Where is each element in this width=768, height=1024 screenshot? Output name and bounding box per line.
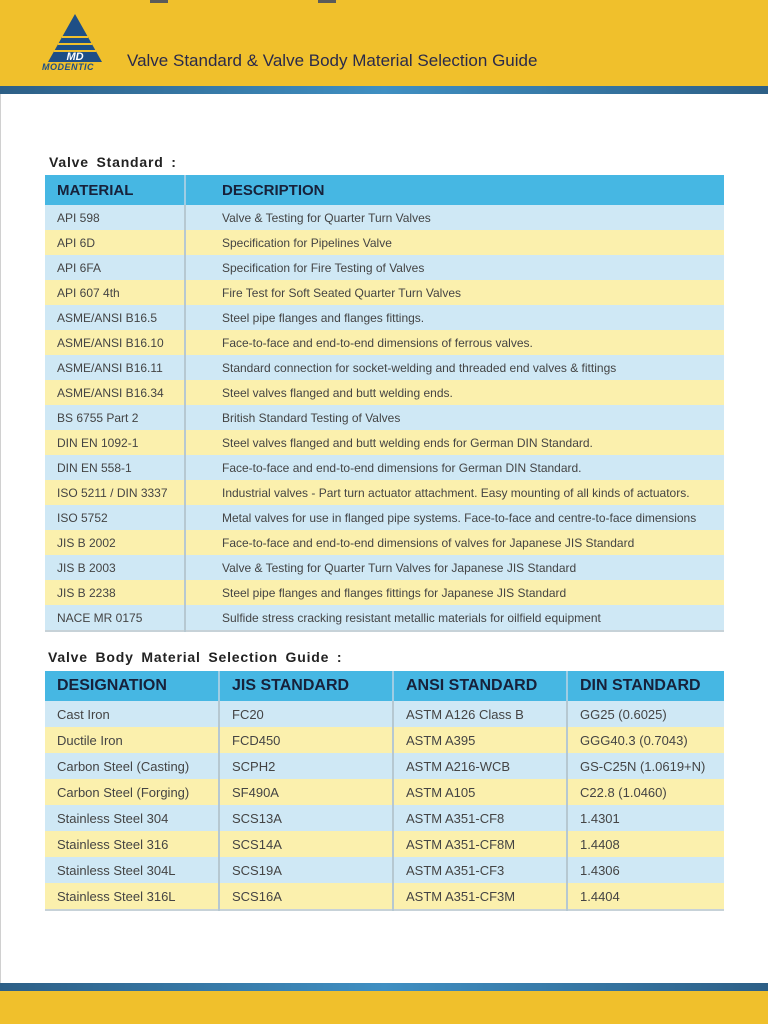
- table-row: [45, 580, 724, 605]
- table-row: [45, 430, 724, 455]
- table-cell: British Standard Testing of Valves: [185, 405, 724, 430]
- table-cell: Steel pipe flanges and flanges fittings for Japanese JIS Standard: [185, 580, 724, 605]
- table-cell: Stainless Steel 304L: [45, 857, 219, 883]
- table-cell: 1.4301: [567, 805, 724, 831]
- column-header-ansi-standard: ANSI STANDARD: [393, 671, 567, 701]
- table-cell: API 607 4th: [45, 280, 185, 305]
- table-cell: Industrial valves - Part turn actuator attachment. Easy mounting of all kinds of actuators.: [185, 480, 724, 505]
- table-cell: SCS13A: [219, 805, 393, 831]
- table-cell: ASTM A351-CF8: [393, 805, 567, 831]
- table-row: [45, 255, 724, 280]
- table-cell: JIS B 2003: [45, 555, 185, 580]
- table-cell: API 598: [45, 205, 185, 230]
- table-cell: Steel pipe flanges and flanges fittings.: [185, 305, 724, 330]
- header-stripe: [0, 86, 768, 94]
- table-cell: 1.4408: [567, 831, 724, 857]
- table-cell: Cast Iron: [45, 701, 219, 727]
- table-row: [45, 205, 724, 230]
- column-header-jis-standard: JIS STANDARD: [219, 671, 393, 701]
- table-row: [45, 380, 724, 405]
- table-cell: Face-to-face and end-to-end dimensions of ferrous valves.: [185, 330, 724, 355]
- table-cell: API 6FA: [45, 255, 185, 280]
- table-row: [45, 805, 724, 831]
- column-header-din-standard: DIN STANDARD: [567, 671, 724, 701]
- table-cell: ASME/ANSI B16.34: [45, 380, 185, 405]
- table-row: [45, 831, 724, 857]
- valve-standard-table: [45, 175, 724, 632]
- page-footer: [0, 991, 768, 1024]
- table-cell: SCS19A: [219, 857, 393, 883]
- table-cell: ASME/ANSI B16.10: [45, 330, 185, 355]
- table-cell: Stainless Steel 316: [45, 831, 219, 857]
- table-cell: Stainless Steel 316L: [45, 883, 219, 910]
- table-cell: Specification for Pipelines Valve: [185, 230, 724, 255]
- table-cell: FC20: [219, 701, 393, 727]
- table-row: [45, 355, 724, 380]
- table-cell: GS-C25N (1.0619+N): [567, 753, 724, 779]
- table-cell: ISO 5752: [45, 505, 185, 530]
- table-cell: DIN EN 558-1: [45, 455, 185, 480]
- table-row: [45, 779, 724, 805]
- column-header-material: MATERIAL: [45, 175, 185, 205]
- table-cell: Fire Test for Soft Seated Quarter Turn Valves: [185, 280, 724, 305]
- table-cell: Stainless Steel 304: [45, 805, 219, 831]
- table-row: [45, 857, 724, 883]
- table-cell: BS 6755 Part 2: [45, 405, 185, 430]
- table-cell: Sulfide stress cracking resistant metallic materials for oilfield equipment: [185, 605, 724, 631]
- table-row: [45, 505, 724, 530]
- table-row: [45, 605, 724, 631]
- table-cell: Face-to-face and end-to-end dimensions for German DIN Standard.: [185, 455, 724, 480]
- table-row: [45, 753, 724, 779]
- svg-text:MD: MD: [66, 51, 84, 63]
- table-cell: ASTM A351-CF3: [393, 857, 567, 883]
- table-cell: JIS B 2002: [45, 530, 185, 555]
- table-row: [45, 530, 724, 555]
- table-cell: SCS16A: [219, 883, 393, 910]
- page-header: [0, 0, 768, 86]
- table-cell: Valve & Testing for Quarter Turn Valves for Japanese JIS Standard: [185, 555, 724, 580]
- table-cell: JIS B 2238: [45, 580, 185, 605]
- table-cell: ASTM A351-CF3M: [393, 883, 567, 910]
- table-row: [45, 405, 724, 430]
- table-header-row: [45, 175, 724, 205]
- column-header-designation: DESIGNATION: [45, 671, 219, 701]
- table-cell: Metal valves for use in flanged pipe systems. Face-to-face and centre-to-face dimensions: [185, 505, 724, 530]
- table-row: [45, 555, 724, 580]
- table-cell: ASTM A126 Class B: [393, 701, 567, 727]
- table-cell: Specification for Fire Testing of Valves: [185, 255, 724, 280]
- table-cell: FCD450: [219, 727, 393, 753]
- column-header-description: DESCRIPTION: [185, 175, 724, 205]
- table-row: [45, 330, 724, 355]
- table-header-row: [45, 671, 724, 701]
- table-cell: Ductile Iron: [45, 727, 219, 753]
- table-row: [45, 305, 724, 330]
- table-cell: Standard connection for socket-welding and threaded end valves & fittings: [185, 355, 724, 380]
- table-cell: ASTM A105: [393, 779, 567, 805]
- table-cell: Carbon Steel (Casting): [45, 753, 219, 779]
- table-cell: GG25 (0.6025): [567, 701, 724, 727]
- top-tick-mark: [150, 0, 168, 3]
- valve-standard-title: Valve Standard :: [49, 154, 177, 170]
- table-cell: C22.8 (1.0460): [567, 779, 724, 805]
- table-row: [45, 701, 724, 727]
- table-cell: Carbon Steel (Forging): [45, 779, 219, 805]
- top-tick-mark: [318, 0, 336, 3]
- table-cell: ASTM A351-CF8M: [393, 831, 567, 857]
- page-title: Valve Standard & Valve Body Material Selection Guide: [127, 51, 538, 70]
- table-cell: Steel valves flanged and butt welding ends.: [185, 380, 724, 405]
- table-cell: 1.4404: [567, 883, 724, 910]
- table-cell: DIN EN 1092-1: [45, 430, 185, 455]
- table-row: [45, 727, 724, 753]
- table-row: [45, 455, 724, 480]
- table-cell: NACE MR 0175: [45, 605, 185, 631]
- table-cell: Valve & Testing for Quarter Turn Valves: [185, 205, 724, 230]
- table-cell: ASME/ANSI B16.5: [45, 305, 185, 330]
- page-left-rule: [0, 94, 1, 984]
- brand-name: MODENTIC: [42, 62, 94, 72]
- table-cell: Steel valves flanged and butt welding ends for German DIN Standard.: [185, 430, 724, 455]
- table-row: [45, 230, 724, 255]
- table-cell: Face-to-face and end-to-end dimensions of valves for Japanese JIS Standard: [185, 530, 724, 555]
- table-cell: API 6D: [45, 230, 185, 255]
- table-cell: ASTM A216-WCB: [393, 753, 567, 779]
- table-row: [45, 480, 724, 505]
- table-cell: SF490A: [219, 779, 393, 805]
- table-cell: ASTM A395: [393, 727, 567, 753]
- table-cell: SCS14A: [219, 831, 393, 857]
- table-row: [45, 883, 724, 910]
- table-cell: GGG40.3 (0.7043): [567, 727, 724, 753]
- table-cell: ASME/ANSI B16.11: [45, 355, 185, 380]
- material-guide-title: Valve Body Material Selection Guide :: [48, 649, 343, 665]
- table-cell: SCPH2: [219, 753, 393, 779]
- footer-stripe: [0, 983, 768, 991]
- material-guide-table: [45, 671, 724, 911]
- table-cell: ISO 5211 / DIN 3337: [45, 480, 185, 505]
- table-row: [45, 280, 724, 305]
- table-cell: 1.4306: [567, 857, 724, 883]
